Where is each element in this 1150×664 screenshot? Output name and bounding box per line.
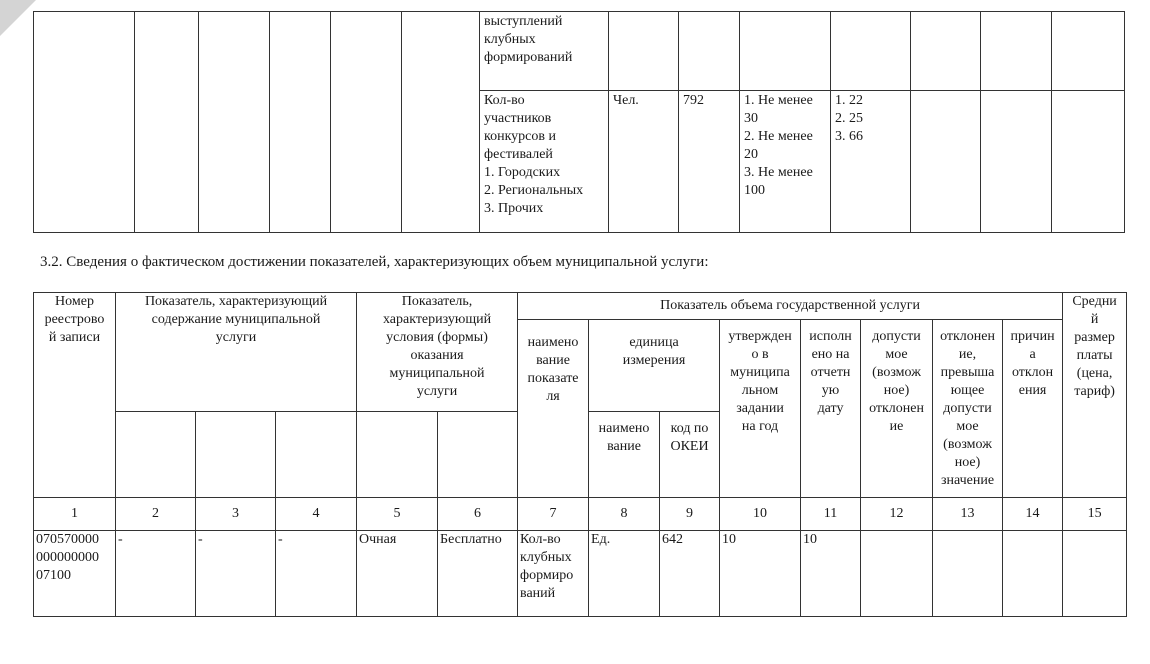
indicators-quality-table xyxy=(33,11,1125,233)
okei-cell: 792 xyxy=(679,91,740,233)
header-unit-measure: единица измерения xyxy=(589,320,720,412)
column-number: 11 xyxy=(801,498,861,531)
header-record-number: Номер реестрово й записи xyxy=(34,293,116,498)
column-number: 6 xyxy=(438,498,518,531)
header-conditions-indicator: Показатель, характеризующий условия (формы) оказания муниципальной услуги xyxy=(357,293,518,412)
table-cell xyxy=(438,412,518,498)
approved-value-cell: 10 xyxy=(720,531,801,617)
column-number: 5 xyxy=(357,498,438,531)
avg-fee-cell xyxy=(1063,531,1127,617)
header-allowed-deviation: допусти мое (возмож ное) отклонен ие xyxy=(861,320,933,498)
column-number: 12 xyxy=(861,498,933,531)
table-cell xyxy=(981,12,1052,91)
column-number: 10 xyxy=(720,498,801,531)
header-unit-name: наимено вание xyxy=(589,412,660,498)
indicators-volume-table xyxy=(33,292,1127,617)
form-cell: Очная xyxy=(357,531,438,617)
table-cell xyxy=(1052,91,1125,233)
column-number: 2 xyxy=(116,498,196,531)
approved-value-cell: 1. Не менее 30 2. Не менее 20 3. Не менее 100 xyxy=(740,91,831,233)
column-number: 9 xyxy=(660,498,720,531)
table-row xyxy=(34,531,1127,617)
column-number: 1 xyxy=(34,498,116,531)
table-cell xyxy=(740,12,831,91)
header-avg-fee: Средни й размер платы (цена, тариф) xyxy=(1063,293,1127,498)
payment-cell: Бесплатно xyxy=(438,531,518,617)
header-deviation-reason: причин а отклон ения xyxy=(1003,320,1063,498)
table-cell xyxy=(331,12,402,233)
table-cell xyxy=(679,12,740,91)
content-cell: - xyxy=(196,531,276,617)
table-cell xyxy=(270,12,331,233)
section-heading: 3.2. Сведения о фактическом достижении показателей, характеризующих объем муниципальной услуги: xyxy=(40,254,709,270)
column-number: 15 xyxy=(1063,498,1127,531)
unit-cell: Чел. xyxy=(609,91,679,233)
table-cell xyxy=(357,412,438,498)
column-numbers-row xyxy=(34,498,1127,531)
table-cell xyxy=(135,12,199,233)
table-cell xyxy=(402,12,480,233)
table-cell xyxy=(831,12,911,91)
executed-value-cell: 10 xyxy=(801,531,861,617)
exceeding-deviation-cell xyxy=(933,531,1003,617)
indicator-name-cell: Кол-во клубных формиро ваний xyxy=(518,531,589,617)
okei-code-cell: 642 xyxy=(660,531,720,617)
table-cell xyxy=(196,412,276,498)
column-number: 4 xyxy=(276,498,357,531)
indicator-name-cell: выступлений клубных формирований xyxy=(480,12,609,91)
table-cell xyxy=(116,412,196,498)
unit-name-cell: Ед. xyxy=(589,531,660,617)
header-indicator-name: наимено вание показате ля xyxy=(518,320,589,498)
content-cell: - xyxy=(276,531,357,617)
header-row xyxy=(34,293,1127,320)
table-cell xyxy=(911,91,981,233)
deviation-reason-cell xyxy=(1003,531,1063,617)
column-number: 8 xyxy=(589,498,660,531)
header-content-indicator: Показатель, характеризующий содержание муниципальной услуги xyxy=(116,293,357,412)
column-number: 13 xyxy=(933,498,1003,531)
indicator-name-cell: Кол-во участников конкурсов и фестивалей 1. Городских 2. Региональных 3. Прочих xyxy=(480,91,609,233)
allowed-deviation-cell xyxy=(861,531,933,617)
page-fold-corner xyxy=(0,0,36,36)
table-row xyxy=(34,12,1125,91)
table-cell xyxy=(34,12,135,233)
column-number: 14 xyxy=(1003,498,1063,531)
table-cell xyxy=(199,12,270,233)
header-executed-on-date: исполн ено на отчетн ую дату xyxy=(801,320,861,498)
content-cell: - xyxy=(116,531,196,617)
table-cell xyxy=(276,412,357,498)
column-number: 3 xyxy=(196,498,276,531)
header-okei-code: код по ОКЕИ xyxy=(660,412,720,498)
column-number: 7 xyxy=(518,498,589,531)
header-approved-in-task: утвержден о в муниципа льном задании на год xyxy=(720,320,801,498)
header-exceeding-deviation: отклонен ие, превыша ющее допусти мое (возмож ное) значение xyxy=(933,320,1003,498)
table-cell xyxy=(609,12,679,91)
actual-value-cell: 1. 22 2. 25 3. 66 xyxy=(831,91,911,233)
table-cell xyxy=(981,91,1052,233)
table-cell xyxy=(1052,12,1125,91)
table-cell xyxy=(911,12,981,91)
header-volume-indicator: Показатель объема государственной услуги xyxy=(518,293,1063,320)
record-number-cell: 070570000 000000000 07100 xyxy=(34,531,116,617)
